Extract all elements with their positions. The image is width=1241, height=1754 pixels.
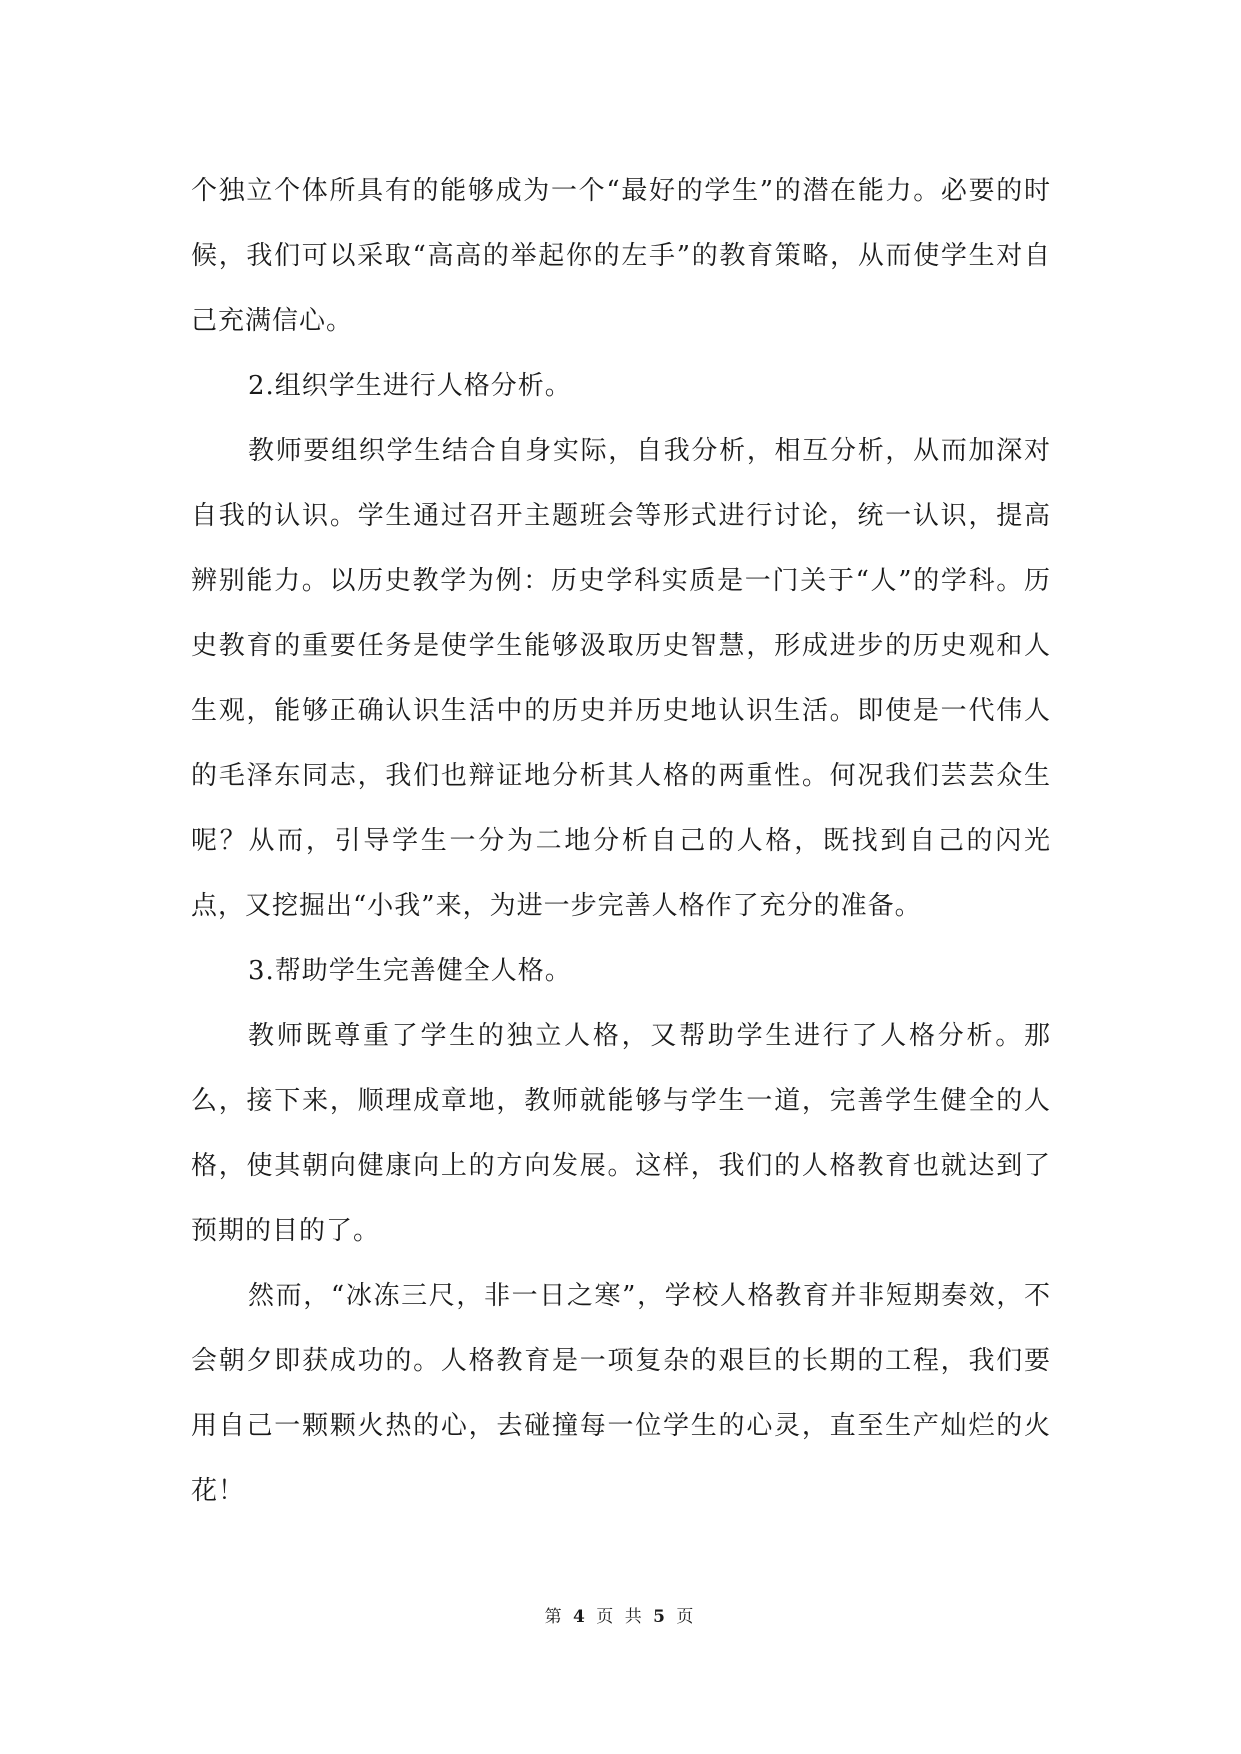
paragraph-perfect-personality: 教师既尊重了学生的独立人格，又帮助学生进行了人格分析。那么，接下来，顺理成章地，教师就能够与学生一道，完善学生健全的人格，使其朝向健康向上的方向发展。这样，我们的人格教育也就达到了预期的目的了。 bbox=[191, 1021, 1051, 1246]
footer-suffix: 页 bbox=[676, 1607, 697, 1627]
footer-prefix: 第 bbox=[544, 1607, 565, 1627]
section-heading-2: 2.组织学生进行人格分析。 bbox=[248, 371, 572, 401]
current-page-number: 4 bbox=[573, 1607, 588, 1627]
paragraph-conclusion: 然而，“冰冻三尺，非一日之寒”，学校人格教育并非短期奏效，不会朝夕即获成功的。人格教育是一项复杂的艰巨的长期的工程，我们要用自己一颗颗火热的心，去碰撞每一位学生的心灵，直至生产灿烂的火花！ bbox=[191, 1281, 1051, 1506]
section-heading-3: 3.帮助学生完善健全人格。 bbox=[248, 956, 572, 986]
footer-middle: 页 共 bbox=[596, 1607, 645, 1627]
paragraph-continuation: 个独立个体所具有的能够成为一个“最好的学生”的潜在能力。必要的时候，我们可以采取“高高的举起你的左手”的教育策略，从而使学生对自己充满信心。 bbox=[191, 176, 1051, 336]
page-footer bbox=[0, 1605, 1241, 1629]
paragraph-personality-analysis: 教师要组织学生结合自身实际，自我分析，相互分析，从而加深对自我的认识。学生通过召开主题班会等形式进行讨论，统一认识，提高辨别能力。以历史教学为例：历史学科实质是一门关于“人”的学科。历史教育的重要任务是使学生能够汲取历史智慧，形成进步的历史观和人生观，能够正确认识生活中的历史并历史地认识生活。即使是一代伟人的毛泽东同志，我们也辩证地分析其人格的两重性。何况我们芸芸众生呢？从而，引导学生一分为二地分析自己的人格，既找到自己的闪光点，又挖掘出“小我”来，为进一步完善人格作了充分的准备。 bbox=[191, 436, 1051, 921]
body-text bbox=[191, 159, 1051, 1524]
total-page-number: 5 bbox=[653, 1607, 668, 1627]
